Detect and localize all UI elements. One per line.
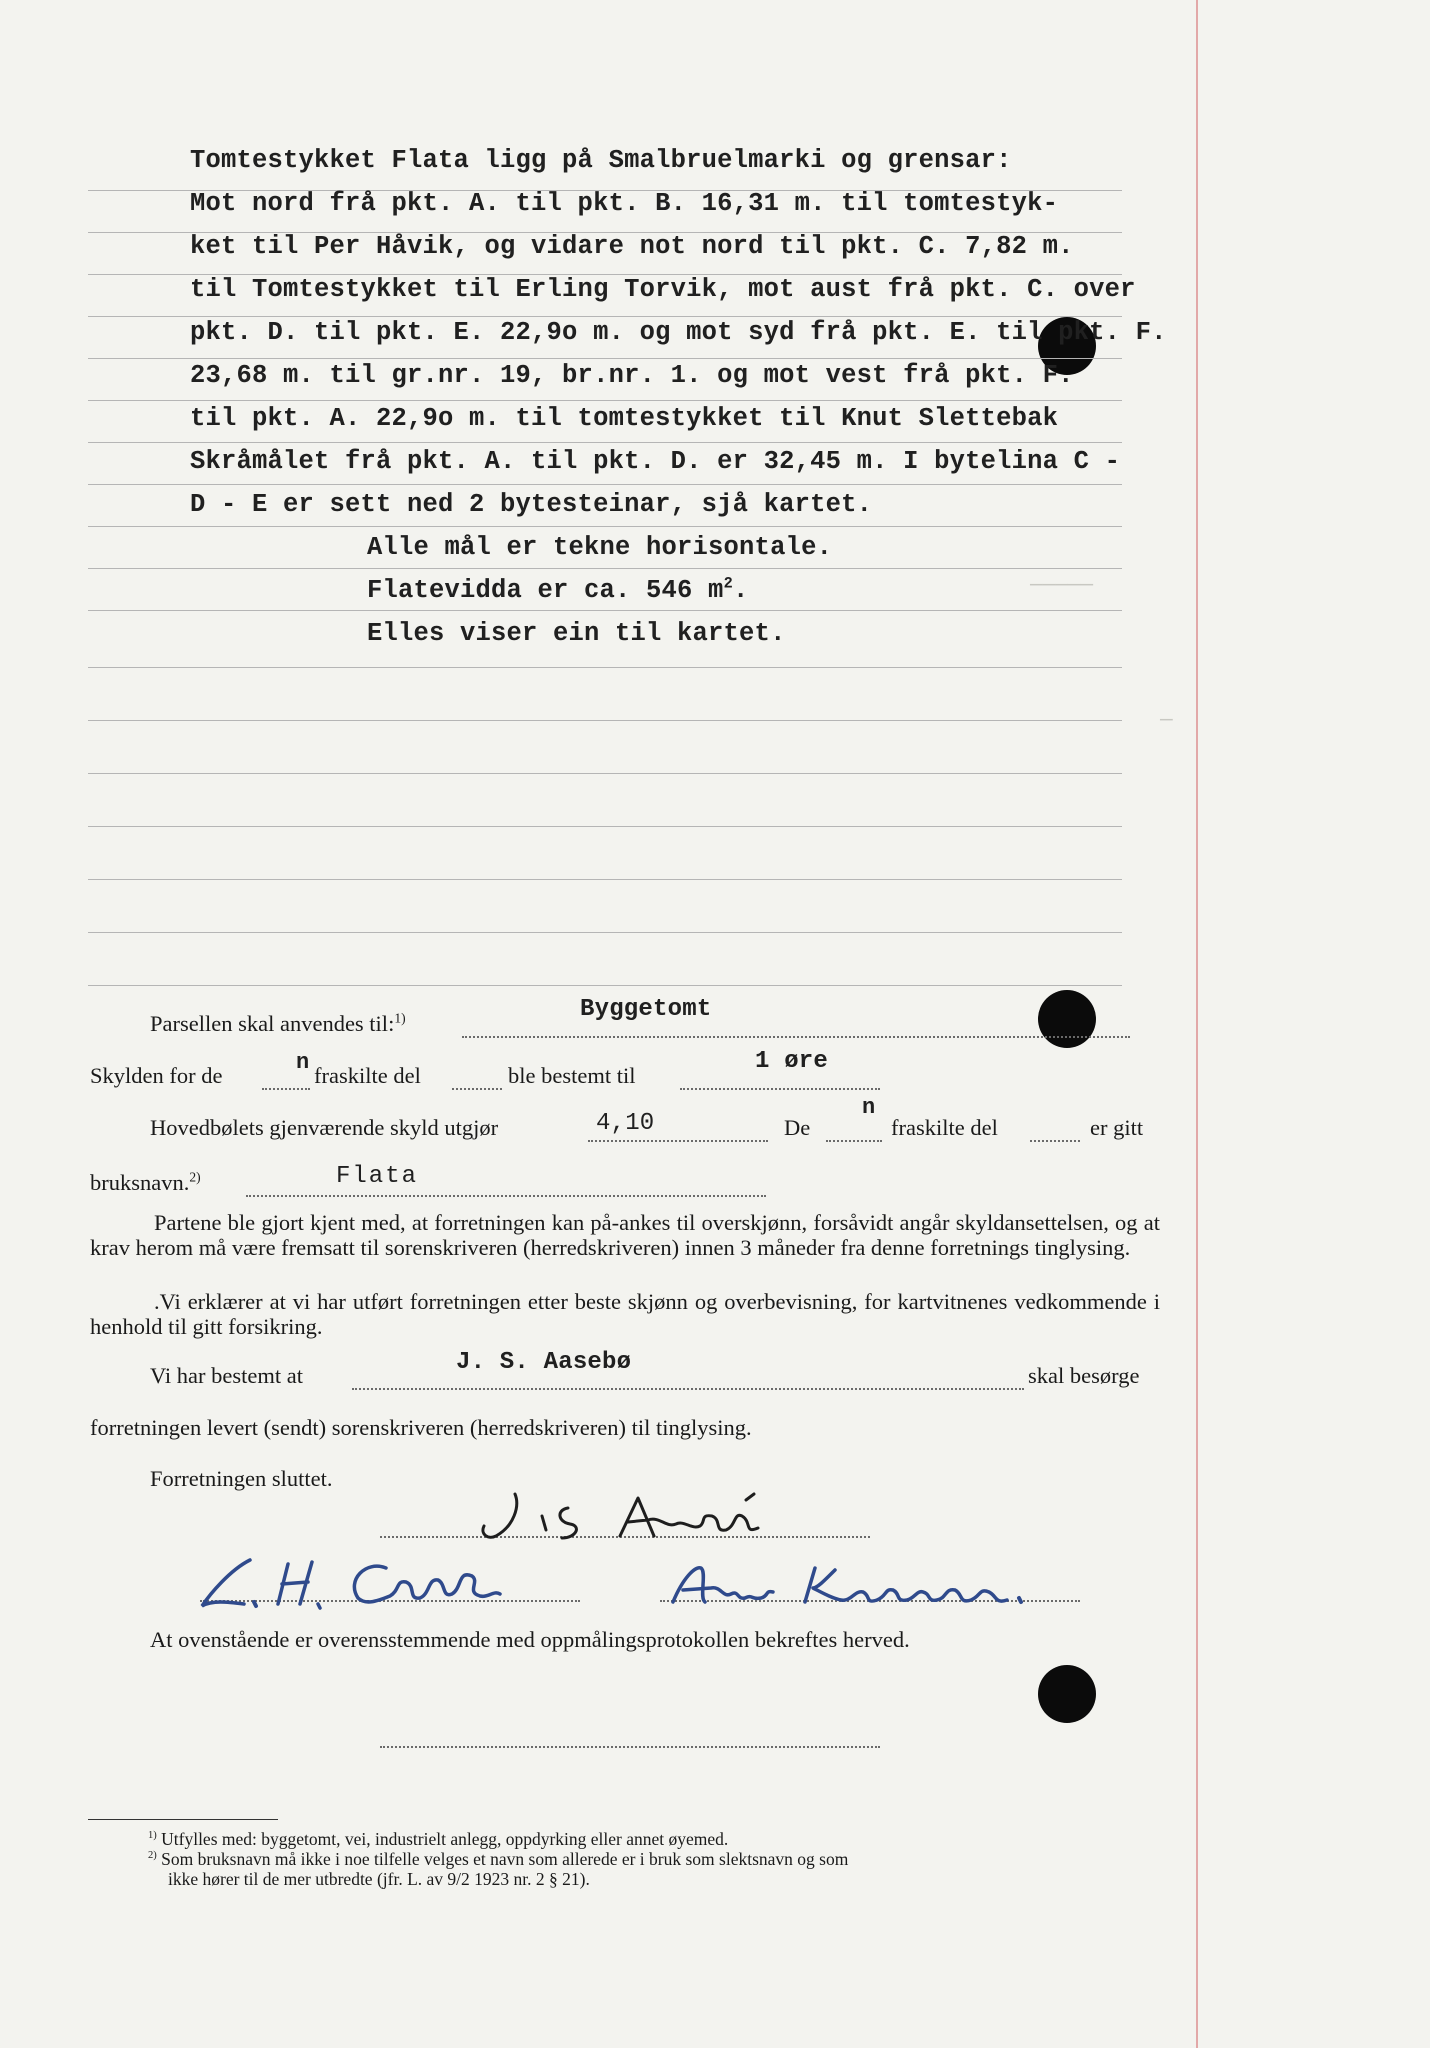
- ruled-line: [88, 610, 1122, 611]
- fraskilte-fill-line-2: [1030, 1140, 1080, 1142]
- ruled-line: [88, 400, 1122, 401]
- ruled-line: [88, 667, 1122, 668]
- parsellen-value: Byggetomt: [580, 996, 712, 1023]
- ruled-line: [88, 932, 1122, 933]
- fraskilte-del-label-2: fraskilte del: [891, 1115, 998, 1140]
- typed-description-line: ket til Per Håvik, og vidare not nord til pkt. C. 7,82 m.: [190, 232, 1074, 261]
- confirmation-text: At ovenstående er overensstemmende med oppmålingsprotokollen bekreftes herved.: [150, 1627, 910, 1652]
- bruksnavn-label: bruksnavn.$^{2)}$: [90, 1169, 201, 1195]
- typed-note: Elles viser ein til kartet.: [367, 619, 786, 648]
- de-fill-line: [826, 1140, 882, 1142]
- ruled-line: [88, 826, 1122, 827]
- bestemt-label: Vi har bestemt at: [150, 1363, 303, 1388]
- typed-description-line: D - E er sett ned 2 bytesteinar, sjå kartet.: [190, 490, 873, 519]
- typed-description-line: til Tomtestykket til Erling Torvik, mot aust frå pkt. C. over: [190, 275, 1136, 304]
- margin-rule: [1196, 0, 1198, 2048]
- signature-aasebo: [470, 1486, 790, 1552]
- sluttet-label: Forretningen sluttet.: [150, 1466, 333, 1491]
- fraskilte-del-label: fraskilte del: [314, 1063, 421, 1088]
- footnote-1: $^{1)}$ Utfylles med: byggetomt, vei, industrielt anlegg, oppdyrking eller annet øyemed.: [148, 1829, 729, 1849]
- parsellen-label: Parsellen skal anvendes til:$^{1)}$: [150, 1010, 406, 1036]
- document-page: ───── ─ Tomtestykket Flata ligg på Smalbruelmarki og grensar: Mot nord frå pkt. A. til pkt. B. 16,31 m. til tomtestyk- ket til Per Håvik, og vidare not nord til pkt. C. 7,82 m. til Tomtestykket til Erling Torvik, mot aust frå pkt. C. over pkt. D. til pkt. E. 22,9o m. og mot syd frå pkt. E. til pkt. F. 23,68 m. til gr.nr. 19, br.nr. 1. og mot vest frå pkt. F. til pkt. A. 22,9o m. til tomtestykket til Knut Slettebak Skråmålet frå pkt. A. til pkt. D. er 32,45 m. I bytelina C - D - E er sett ned 2 bytesteinar, sjå kartet. Alle mål er tekne horisontale. Flatevidda er ca. 546 $m^2$. Elles viser ein til kartet. Parsellen skal anvendes til:$^{1)}$ Byggetomt Skylden for de n fraskilte del ble bestemt til 1 øre Hovedbølets gjenværende skyld utgjør 4,10 De n fraskilte del er gitt bruksnavn.$^{2)}$ Flata Partene ble gjort kjent med, at forretningen kan på-ankes til overskjønn, forsåvidt angår skyldansettelsen, og at krav herom må være fremsatt til sorenskriveren (herredskriveren) innen 3 måneder fra denne forretnings tinglysing. .Vi erklærer at vi har utført forretningen etter beste skjønn og overbevisning, for kartvitnenes vedkommende i henhold til gitt forsikring. Vi har bestemt at J. S. Aasebø skal besørge forretningen levert (sendt) sorenskriveren (herredskriveren) til tinglysing. Forretningen sluttet. At ovenstående er overensstemmende med oppmålingsprotokollen bekreftes herved. $^{1)}$ Utfylles med: byggetomt, vei, industrielt anlegg, oppdyrking eller annet øyemed. $^{2)}$ Som bruksnavn må ikke i noe tilfelle velges et navn som allerede er i bruk som slektsnavn og som ikke hører til de mer utbredte (jfr. L. av 9/2 1923 nr. 2 § 21).: [0, 0, 1430, 2048]
- bottom-fill-line: [380, 1746, 880, 1748]
- skylden-fill-line: [262, 1088, 310, 1090]
- bestemt-fill-line: [352, 1388, 1024, 1390]
- typed-note: Alle mål er tekne horisontale.: [367, 533, 833, 562]
- footnote-2-cont: ikke hører til de mer utbredte (jfr. L. av 9/2 1923 nr. 2 § 21).: [168, 1869, 590, 1889]
- declaration-paragraph: .Vi erklærer at vi har utført forretningen etter beste skjønn og overbevisning, for kartvitnenes vedkommende i henhold til gitt forsikring.: [90, 1289, 1160, 1339]
- de-label: De: [784, 1115, 811, 1140]
- typed-description-line: 23,68 m. til gr.nr. 19, br.nr. 1. og mot vest frå pkt. F.: [190, 361, 1074, 390]
- footnote-2: $^{2)}$ Som bruksnavn må ikke i noe tilfelle velges et navn som allerede er i bruk som slektsnavn og som: [148, 1849, 849, 1869]
- hovedbol-value: 4,10: [596, 1110, 655, 1137]
- signature-ervik: [190, 1550, 530, 1620]
- hovedbol-label: Hovedbølets gjenværende skyld utgjør: [150, 1115, 499, 1140]
- typed-note: Flatevidda er ca. 546 $m^2$.: [367, 574, 749, 605]
- er-gitt-label: er gitt: [1090, 1115, 1144, 1140]
- typed-description-line: Tomtestykket Flata ligg på Smalbruelmarki og grensar:: [190, 146, 1012, 175]
- ruled-line: [88, 985, 1122, 986]
- punch-hole: [1038, 1665, 1096, 1723]
- skylden-n: n: [296, 1050, 310, 1075]
- bestemt-value: J. S. Aasebø: [456, 1349, 632, 1376]
- bruksnavn-fill-line: [246, 1195, 766, 1197]
- skylden-value-line: [680, 1088, 880, 1090]
- ruled-line: [88, 442, 1122, 443]
- skylden-value: 1 øre: [755, 1048, 829, 1075]
- typed-description-line: pkt. D. til pkt. E. 22,9o m. og mot syd frå pkt. E. til pkt. F.: [190, 318, 1167, 347]
- bruksnavn-value: Flata: [336, 1163, 419, 1190]
- ruled-line: [88, 720, 1122, 721]
- typed-description-line: Skråmålet frå pkt. A. til pkt. D. er 32,45 m. I bytelina C -: [190, 447, 1121, 476]
- ruled-line: [88, 358, 1122, 359]
- tinglysing-line: forretningen levert (sendt) sorenskriveren (herredskriveren) til tinglysing.: [90, 1415, 752, 1440]
- typed-description-line: Mot nord frå pkt. A. til pkt. B. 16,31 m. til tomtestyk-: [190, 189, 1059, 218]
- parsellen-fill-line: [462, 1036, 1130, 1038]
- fraskilte-fill-line: [452, 1088, 502, 1090]
- appeal-paragraph: Partene ble gjort kjent med, at forretningen kan på-ankes til overskjønn, forsåvidt angår skyldansettelsen, og at krav herom må være fremsatt til sorenskriveren (herredskriveren) innen 3 måneder fra denne forretnings tinglysing.: [90, 1210, 1160, 1260]
- ruled-line: [88, 773, 1122, 774]
- besorge-label: skal besørge: [1028, 1363, 1140, 1388]
- de-n: n: [862, 1095, 876, 1120]
- ruled-line: [88, 568, 1122, 569]
- ruled-line: [88, 879, 1122, 880]
- bestemt-til-label: ble bestemt til: [508, 1063, 636, 1088]
- ruled-line: [88, 526, 1122, 527]
- punch-hole: [1038, 990, 1096, 1048]
- footnote-rule: [88, 1819, 278, 1820]
- signature-kvernvik: [665, 1558, 1085, 1618]
- skylden-label: Skylden for de: [90, 1063, 223, 1088]
- ruled-line: [88, 316, 1122, 317]
- typed-description-line: til pkt. A. 22,9o m. til tomtestykket til Knut Slettebak: [190, 404, 1059, 433]
- hovedbol-fill-line: [588, 1140, 768, 1142]
- ruled-line: [88, 484, 1122, 485]
